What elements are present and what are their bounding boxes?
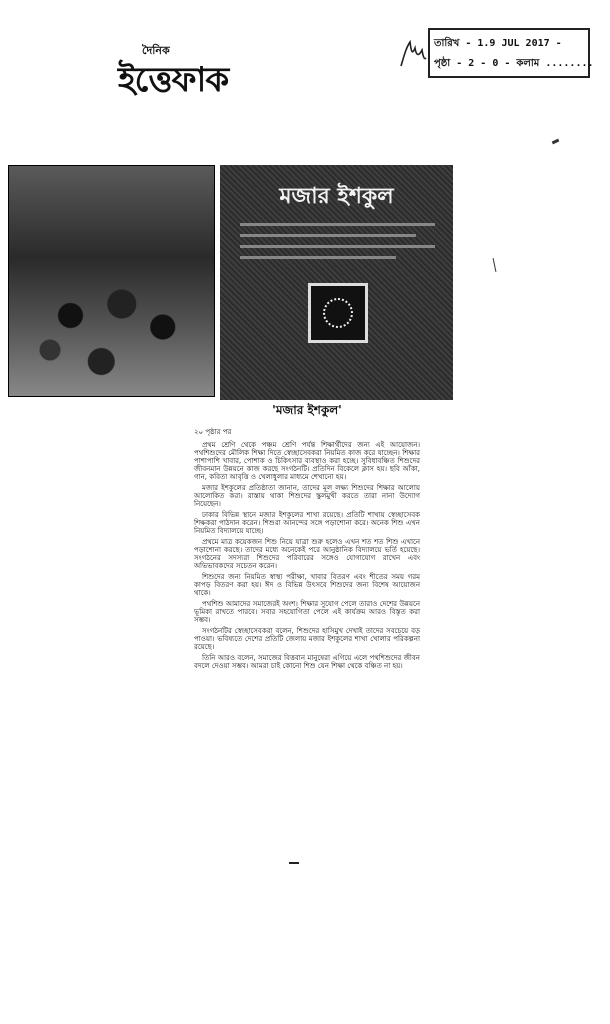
masthead bbox=[118, 42, 278, 102]
school-banner-photo bbox=[220, 165, 453, 400]
article-paragraph: শিশুদের জন্য নিয়মিত স্বাস্থ্য পরীক্ষা, খাবার বিতরণ এবং শীতের সময় গরম কাপড় বিতরণ করা হয়। ঈদ ও বিভিন্ন উৎসবে শিশুদের জন্য বিশেষ আয়োজন থাকে। bbox=[194, 573, 420, 597]
article-body bbox=[194, 441, 420, 670]
stamp-page-line: পৃষ্ঠা - 2 - 0 - কলাম ........ bbox=[434, 58, 594, 69]
masthead-subtitle: দৈনিক bbox=[142, 44, 170, 57]
news-clipping-image bbox=[8, 165, 453, 400]
signature-scribble bbox=[398, 38, 428, 70]
scan-speck bbox=[552, 139, 560, 145]
news-article bbox=[194, 402, 420, 673]
article-paragraph: প্রথমে মাত্র কয়েকজন শিশু নিয়ে যাত্রা শুরু হলেও এখন শত শত শিশু এখানে পড়াশোনা করছে। তাদের মধ্যে অনেকেই পরে আনুষ্ঠানিক বিদ্যালয়ে ভর্তি হয়েছে। সংগঠনের সদস্যরা শিশুদের পরিবারের সঙ্গেও যোগাযোগ রাখেন এবং অভিভাবকদের সচেতন করেন। bbox=[194, 538, 420, 570]
scan-speck bbox=[493, 258, 497, 272]
article-paragraph: সংগঠনটির স্বেচ্ছাসেবকরা বলেন, শিশুদের হাসিমুখ দেখাই তাদের সবচেয়ে বড় পাওয়া। ভবিষ্যতে দেশের প্রতিটি জেলায় মজার ইশকুলের শাখা খোলার পরিকল্পনা রয়েছে। bbox=[194, 627, 420, 651]
stamp-date-line: তারিখ - 1.9 JUL 2017 - bbox=[434, 38, 562, 49]
article-paragraph: মজার ইশকুলের প্রতিষ্ঠাতা জানান, তাদের মূল লক্ষ্য শিশুদের শিক্ষার আলোয় আলোকিত করা। রাস্তায় থাকা শিশুদের স্কুলমুখী করতে তারা নানা উদ্যোগ নিয়েছেন। bbox=[194, 484, 420, 508]
article-paragraph: তিনি আরও বলেন, সমাজের বিত্তবান মানুষেরা এগিয়ে এলে পথশিশুদের জীবন বদলে দেওয়া সম্ভব। আমরা চাই কোনো শিশু যেন শিক্ষা থেকে বঞ্চিত না হয়। bbox=[194, 654, 420, 670]
school-children-photo bbox=[8, 165, 215, 397]
masthead-title: ইত্তেফাক bbox=[118, 60, 229, 100]
archive-stamp bbox=[428, 28, 594, 78]
article-continuation: ২০ পৃষ্ঠার পর bbox=[194, 428, 232, 436]
banner-text-lines bbox=[240, 223, 435, 267]
banner-title: মজার ইশকুল bbox=[279, 183, 394, 209]
article-title: 'মজার ইশকুল' bbox=[272, 403, 342, 417]
banner-emblem-icon bbox=[308, 283, 368, 343]
article-end-mark bbox=[289, 862, 299, 864]
article-paragraph: ঢাকার বিভিন্ন স্থানে মজার ইশকুলের শাখা রয়েছে। প্রতিটি শাখায় স্বেচ্ছাসেবক শিক্ষকরা পাঠদান করেন। শিশুরা আনন্দের সঙ্গে পড়াশোনা করে। অনেক শিশু এখন নিয়মিত বিদ্যালয়ে যাচ্ছে। bbox=[194, 511, 420, 535]
article-paragraph: প্রথম শ্রেণি থেকে পঞ্চম শ্রেণি পর্যন্ত শিক্ষার্থীদের জন্য এই আয়োজন। পথশিশুদের মৌলিক শিক্ষা দিতে স্বেচ্ছাসেবকরা নিয়মিত কাজ করে যাচ্ছেন। শিক্ষার পাশাপাশি খাবার, পোশাক ও চিকিৎসার ব্যবস্থাও করা হচ্ছে। সুবিধাবঞ্চিত শিশুদের জীবনমান উন্নয়নে কাজ করছে সংগঠনটি। প্রতিদিন বিকেলে ক্লাস হয়। ছবি আঁকা, গান, কবিতা আবৃত্তি ও খেলাধুলার মাধ্যমে শেখানো হয়। bbox=[194, 441, 420, 481]
article-paragraph: পথশিশু আমাদের সমাজেরই অংশ। শিক্ষার সুযোগ পেলে তারাও দেশের উন্নয়নে ভূমিকা রাখতে পারবে। সবার সহযোগিতা পেলে এই কার্যক্রম আরও বিস্তৃত করা সম্ভব। bbox=[194, 600, 420, 624]
